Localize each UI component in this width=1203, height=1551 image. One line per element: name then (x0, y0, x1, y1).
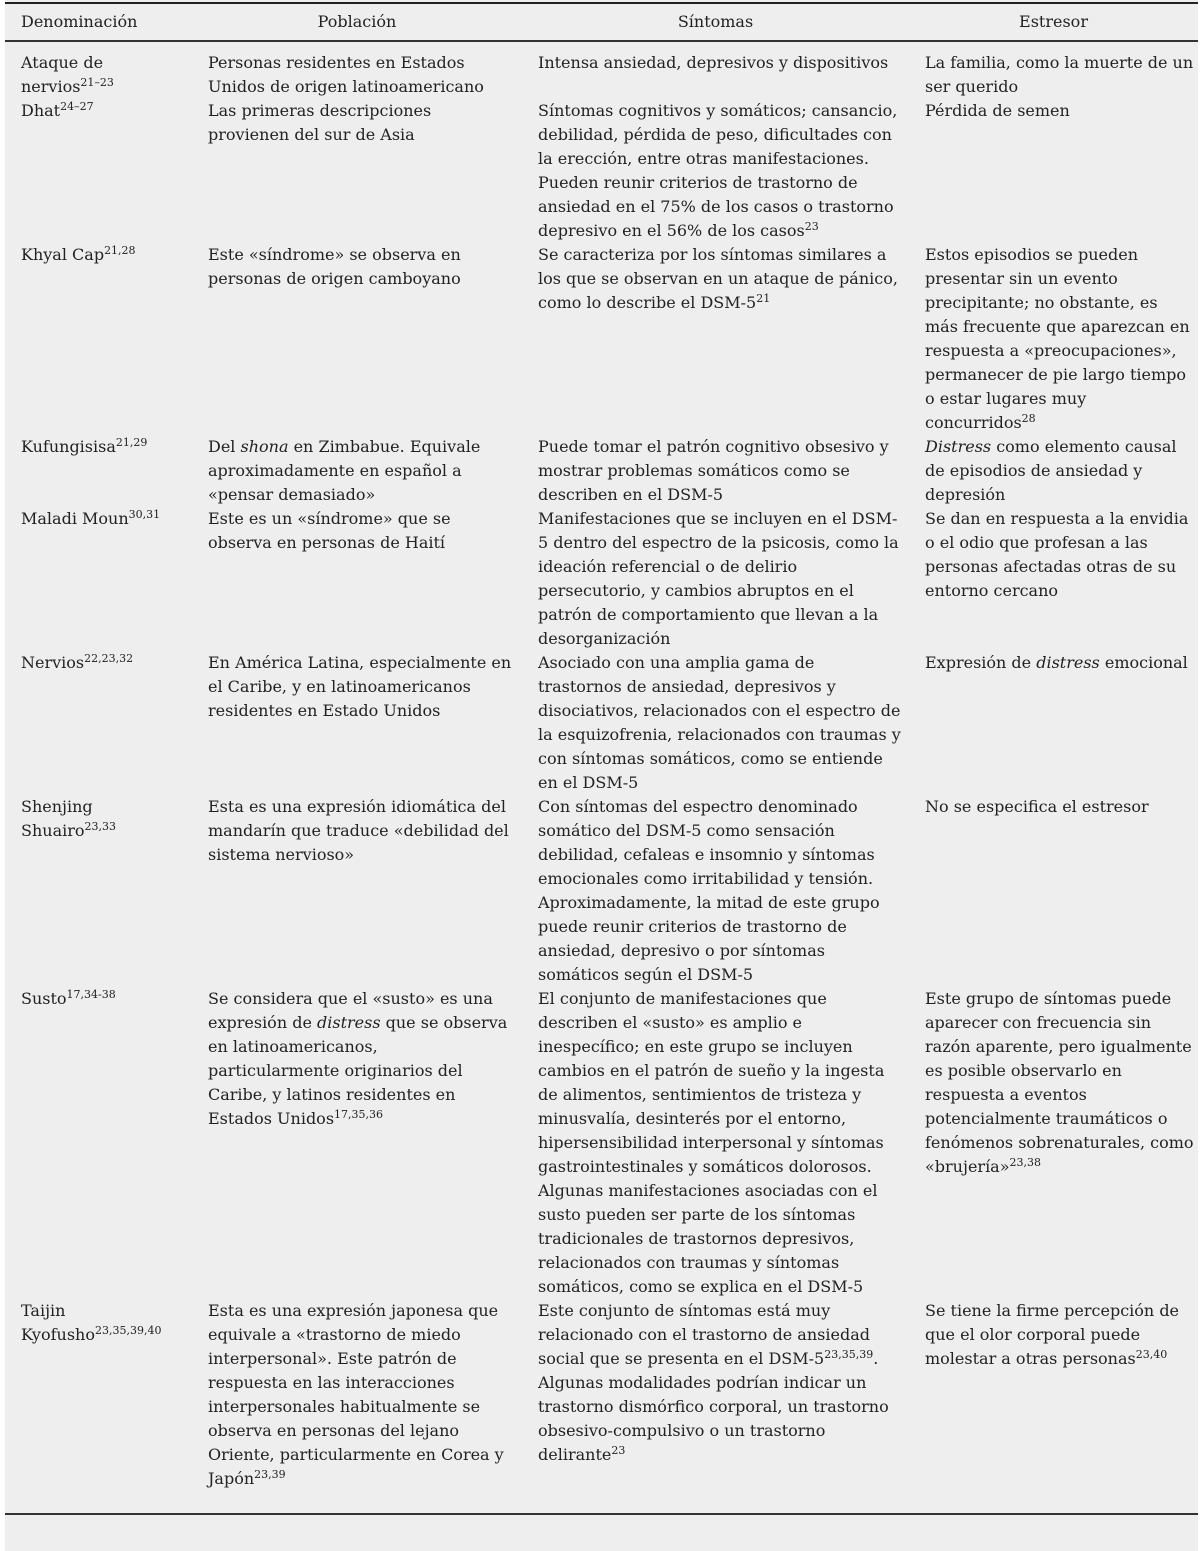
reference-superscript: 17,34-38 (66, 988, 116, 1001)
cell-text: Puede tomar el patrón cognitivo obsesivo y mostrar problemas somáticos como se describen en el DSM-5 (538, 437, 889, 504)
cell-estresor (909, 507, 1198, 651)
reference-superscript: 21–23 (80, 76, 114, 89)
cell-text: Con síntomas del espectro denominado somático del DSM-5 como sensación debilidad, cefaleas e insomnio y síntomas emocionales como irritabilidad y tensión. Aproximadamente, la mitad de este grupo puede reunir criterios de trastorno de ansiedad, depresivo o por síntomas somáticos según el DSM-5 (538, 797, 880, 984)
cell-estresor (909, 651, 1198, 795)
cell-denominacion (5, 435, 192, 507)
cell-poblacion (192, 987, 522, 1299)
table-row (5, 1299, 1198, 1514)
cell-denominacion (5, 99, 192, 243)
syndrome-name: Shenjing Shuairo (21, 797, 93, 840)
cell-text: Las primeras descripciones provienen del sur de Asia (208, 101, 432, 144)
cell-poblacion (192, 1299, 522, 1514)
reference-superscript: 23 (804, 220, 819, 233)
cell-estresor (909, 435, 1198, 507)
syndrome-name: Maladi Moun (21, 509, 129, 528)
cell-text: Asociado con una amplia gama de trastornos de ansiedad, depresivos y disociativos, relacionados con el espectro de la esquizofrenia, relacionados con traumas y con síntomas somáticos, como se entiende en el DSM-5 (538, 653, 901, 792)
cell-denominacion (5, 243, 192, 435)
cell-text: como elemento causal de episodios de ansiedad y depresión (925, 437, 1177, 504)
cell-text: Se dan en respuesta a la envidia o el odio que profesan a las personas afectadas otras de su entorno cercano (925, 509, 1189, 600)
syndrome-name: Ataque de nervios (21, 53, 104, 96)
cell-text: Este es un «síndrome» que se observa en personas de Haití (208, 509, 451, 552)
cell-denominacion (5, 651, 192, 795)
cell-poblacion (192, 507, 522, 651)
syndrome-name: Nervios (21, 653, 85, 672)
header-row (5, 3, 1198, 41)
cell-text: En América Latina, especialmente en el Caribe, y en latinoamericanos residentes en Estado Unidos (208, 653, 512, 720)
table-row (5, 435, 1198, 507)
table-body (5, 41, 1198, 1514)
cell-poblacion (192, 795, 522, 987)
cell-text: No se especifica el estresor (925, 797, 1149, 816)
reference-superscript: 23,40 (1135, 1348, 1168, 1361)
cell-text: Este «síndrome» se observa en personas de origen camboyano (208, 245, 461, 288)
cell-text: emocional (1099, 653, 1188, 672)
cell-text: Síntomas cognitivos y somáticos; cansancio, debilidad, pérdida de peso, dificultades con la erección, entre otras manifestaciones. Pueden reunir criterios de trastorno de ansiedad en el 75% de los casos o trastorno depresivo en el 56% de los casos (538, 101, 898, 240)
culture-syndromes-table (5, 2, 1198, 1515)
cell-text: Pérdida de semen (925, 101, 1070, 120)
reference-superscript: 24–27 (60, 100, 94, 113)
cell-poblacion (192, 99, 522, 243)
cell-estresor (909, 1299, 1198, 1514)
cell-text: Intensa ansiedad, depresivos y dispositivos (538, 53, 889, 72)
cell-estresor (909, 987, 1198, 1299)
cell-estresor (909, 99, 1198, 243)
cell-text: Personas residentes en Estados Unidos de origen latinoamericano (208, 53, 484, 96)
cell-denominacion (5, 1299, 192, 1514)
cell-text: . Algunas modalidades podrían indicar un trastorno dismórfico corporal, un trastorno obsesivo-compulsivo o un trastorno delirante (538, 1349, 889, 1464)
header-sintomas: Síntomas (522, 3, 909, 41)
cell-sintomas (522, 795, 909, 987)
cell-sintomas (522, 99, 909, 243)
cell-sintomas (522, 1299, 909, 1514)
cell-text: Este grupo de síntomas puede aparecer con frecuencia sin razón aparente, pero igualmente es posible observarlo en respuesta a eventos potencialmente traumáticos o fenómenos sobrenaturales, como «brujería» (925, 989, 1194, 1176)
cell-text: Manifestaciones que se incluyen en el DSM-5 dentro del espectro de la psicosis, como la ideación referencial o de delirio persecutorio, y cambios abruptos en el patrón de comportamiento que llevan a la desorganización (538, 509, 899, 648)
cell-text: Esta es una expresión idiomática del mandarín que traduce «debilidad del sistema nervioso» (208, 797, 509, 864)
table-row (5, 243, 1198, 435)
reference-superscript: 23,39 (254, 1468, 286, 1481)
reference-superscript: 23 (611, 1444, 626, 1457)
syndrome-name: Dhat (21, 101, 61, 120)
cell-text: Se tiene la firme percepción de que el olor corporal puede molestar a otras personas (925, 1301, 1180, 1368)
italic-term: Distress (925, 437, 992, 456)
reference-superscript: 30,31 (128, 508, 161, 521)
cell-text: El conjunto de manifestaciones que describen el «susto» es amplio e inespecífico; en este grupo se incluyen cambios en el patrón de sueño y la ingesta de alimentos, sentimientos de tristeza y minusvalía, desinterés por el entorno, hipersensibilidad interpersonal y síntomas gastrointestinales y somáticos dolorosos. Algunas manifestaciones asociadas con el susto pueden ser parte de los síntomas tradicionales de trastornos depresivos, relacionados con traumas y síntomas somáticos, como se explica en el DSM-5 (538, 989, 885, 1296)
cell-sintomas (522, 435, 909, 507)
table-row (5, 987, 1198, 1299)
cell-sintomas (522, 41, 909, 99)
reference-superscript: 17,35,36 (334, 1108, 384, 1121)
cell-text: Esta es una expresión japonesa que equivale a «trastorno de miedo interpersonal». Este patrón de respuesta en las interacciones interpersonales habitualmente se observa en personas del lejano Oriente, particularmente en Corea y Japón (208, 1301, 504, 1488)
header-denominacion: Denominación (5, 3, 192, 41)
italic-term: shona (240, 437, 289, 456)
reference-superscript: 23,38 (1009, 1156, 1042, 1169)
italic-term: distress (1036, 653, 1100, 672)
syndrome-name: Khyal Cap (21, 245, 105, 264)
reference-superscript: 21,28 (104, 244, 136, 257)
syndrome-name: Taijin Kyofusho (21, 1301, 95, 1344)
cell-estresor (909, 795, 1198, 987)
table-row (5, 99, 1198, 243)
table-row (5, 41, 1198, 99)
reference-superscript: 21 (756, 292, 771, 305)
cell-poblacion (192, 435, 522, 507)
cell-text: Expresión de (925, 653, 1037, 672)
cell-text: Se caracteriza por los síntomas similares a los que se observan en un ataque de pánico, como lo describe el DSM-5 (538, 245, 898, 312)
cell-sintomas (522, 243, 909, 435)
cell-text: Este conjunto de síntomas está muy relacionado con el trastorno de ansiedad social que se presenta en el DSM-5 (538, 1301, 870, 1368)
cell-sintomas (522, 651, 909, 795)
header-estresor: Estresor (909, 3, 1198, 41)
table-header (5, 3, 1198, 41)
cell-denominacion (5, 41, 192, 99)
cell-poblacion (192, 651, 522, 795)
cell-denominacion (5, 795, 192, 987)
table-row (5, 795, 1198, 987)
cell-denominacion (5, 987, 192, 1299)
document-page (5, 0, 1198, 1551)
italic-term: distress (317, 1013, 381, 1032)
cell-poblacion (192, 243, 522, 435)
cell-text: Estos episodios se pueden presentar sin un evento precipitante; no obstante, es más frecuente que aparezcan en respuesta a «preocupaciones», permanecer de pie largo tiempo o estar lugares muy concurridos (925, 245, 1190, 432)
reference-superscript: 23,33 (84, 820, 117, 833)
header-poblacion: Población (192, 3, 522, 41)
reference-superscript: 21,29 (115, 436, 148, 449)
table-row (5, 651, 1198, 795)
cell-poblacion (192, 41, 522, 99)
cell-text: Se considera que el «susto» es una expresión de (208, 989, 493, 1032)
syndrome-name: Susto (21, 989, 67, 1008)
reference-superscript: 23,35,39 (824, 1348, 874, 1361)
cell-denominacion (5, 507, 192, 651)
table-row (5, 507, 1198, 651)
cell-text: que se observa en latinoamericanos, particularmente originarios del Caribe, y latinos residentes en Estados Unidos (208, 1013, 508, 1128)
cell-text: en Zimbabue. Equivale aproximadamente en español a «pensar demasiado» (208, 437, 481, 504)
reference-superscript: 22,23,32 (84, 652, 134, 665)
cell-sintomas (522, 987, 909, 1299)
reference-superscript: 28 (1021, 412, 1036, 425)
cell-text: La familia, como la muerte de un ser querido (925, 53, 1194, 96)
cell-sintomas (522, 507, 909, 651)
reference-superscript: 23,35,39,40 (94, 1324, 162, 1337)
cell-estresor (909, 41, 1198, 99)
syndrome-name: Kufungisisa (21, 437, 116, 456)
cell-text: Del (208, 437, 241, 456)
cell-estresor (909, 243, 1198, 435)
